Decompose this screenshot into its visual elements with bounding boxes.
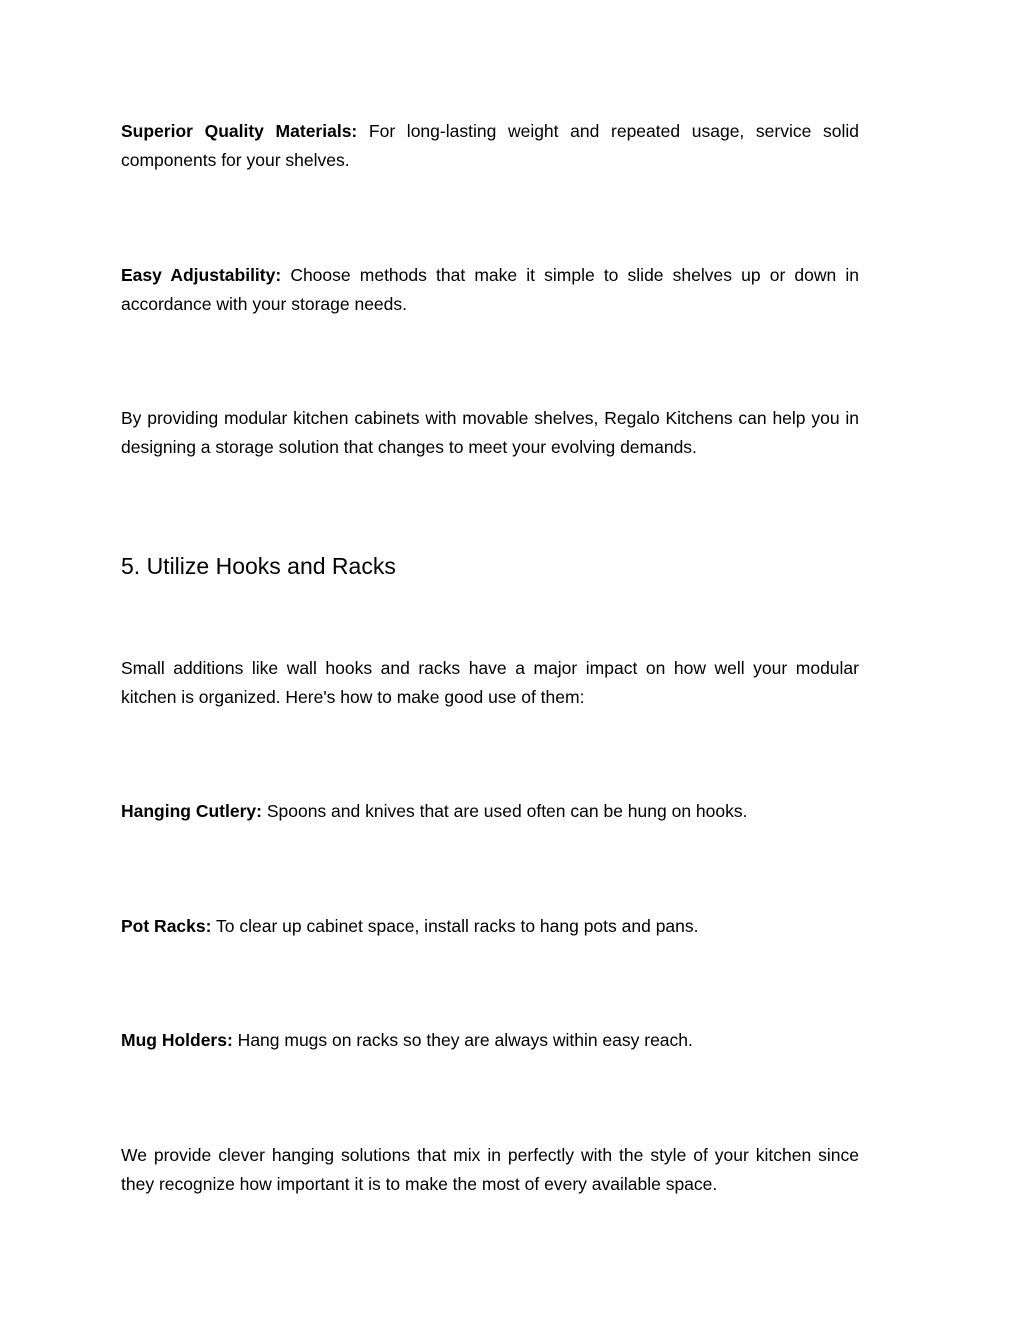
paragraph-text: Hang mugs on racks so they are always within easy reach.: [232, 1030, 693, 1050]
paragraph-text: Choose methods that make it simple to slide shelves up or down in accordance with your storage needs.: [121, 265, 859, 314]
paragraph-text: We provide clever hanging solutions that mix in perfectly with the style of your kitchen since they recognize how important it is to make the most of every available space.: [121, 1145, 859, 1194]
paragraph-text: Small additions like wall hooks and racks have a major impact on how well your modular kitchen is organized. Here's how to make good use of them:: [121, 658, 859, 707]
paragraph-easy-adjustability: [121, 261, 859, 319]
bold-label: Easy Adjustability:: [121, 265, 282, 285]
section-heading: 5. Utilize Hooks and Racks: [121, 553, 396, 579]
bold-label: Superior Quality Materials:: [121, 121, 358, 141]
bold-label: Hanging Cutlery:: [121, 801, 262, 821]
paragraph-movable-shelves: [121, 404, 859, 462]
paragraph-superior-quality-materials: [121, 117, 859, 175]
paragraph-hanging-cutlery: [121, 797, 859, 826]
paragraph-text: To clear up cabinet space, install racks to hang pots and pans.: [211, 916, 699, 936]
paragraph-hanging-solutions: [121, 1141, 859, 1199]
paragraph-text: For long-lasting weight and repeated usage, service solid components for your shelves.: [121, 121, 859, 170]
paragraph-text: By providing modular kitchen cabinets with movable shelves, Regalo Kitchens can help you in designing a storage solution that changes to meet your evolving demands.: [121, 408, 859, 457]
paragraph-hooks-intro: [121, 654, 859, 712]
bold-label: Mug Holders:: [121, 1030, 233, 1050]
bold-label: Pot Racks:: [121, 916, 212, 936]
paragraph-text: Spoons and knives that are used often can be hung on hooks.: [261, 801, 748, 821]
paragraph-pot-racks: [121, 912, 859, 941]
paragraph-mug-holders: [121, 1026, 859, 1055]
